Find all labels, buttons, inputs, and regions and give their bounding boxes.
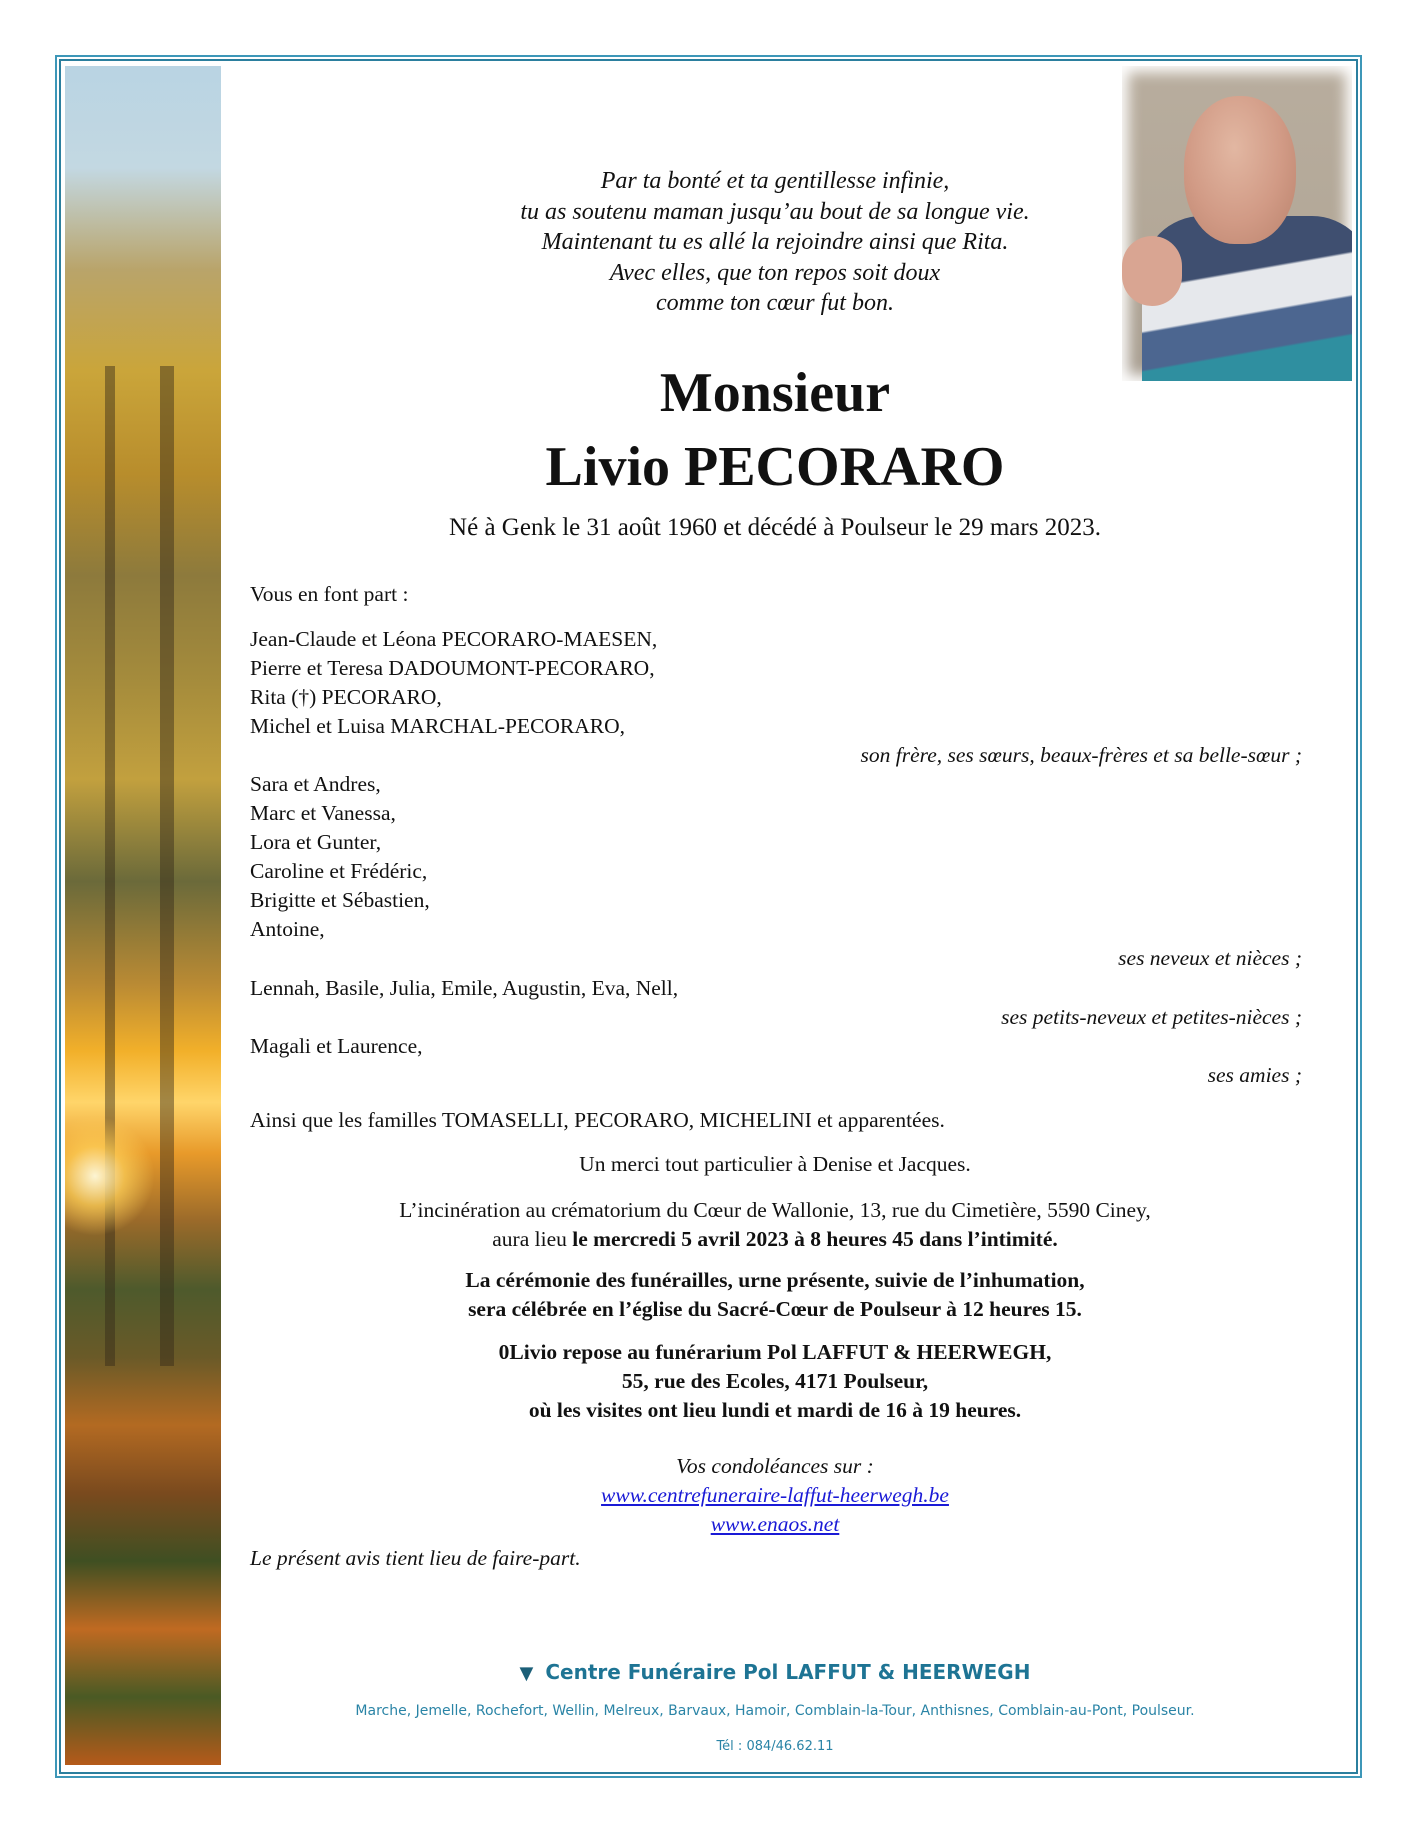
announcement-intro: [250, 580, 1302, 609]
family-name: Caroline et Frédéric,: [250, 859, 428, 883]
family-relation: ses neveux et nièces ;: [1118, 946, 1302, 970]
family-name: Jean-Claude et Léona PECORARO-MAESEN,: [250, 627, 658, 651]
family-name: Marc et Vanessa,: [250, 801, 396, 825]
family-group-friends: [250, 1032, 1302, 1090]
family-name: Antoine,: [250, 917, 325, 941]
poem-line: Avec elles, que ton repos soit doux: [609, 259, 941, 286]
poem: [240, 166, 1310, 319]
cremation-line-1: L’incinération au crématorium du Cœur de Wallonie, 13, rue du Cimetière, 5590 Ciney,: [399, 1198, 1151, 1222]
cremation-prefix: aura lieu: [492, 1227, 573, 1251]
poem-line: Par ta bonté et ta gentillesse infinie,: [600, 168, 950, 194]
cremation-line-2: [240, 1225, 1310, 1254]
viewing-line: 0Livio repose au funérarium Pol LAFFUT & HEERWEGH,: [498, 1340, 1052, 1364]
family-name: Lora et Gunter,: [250, 830, 382, 854]
family-name: Sara et Andres,: [250, 772, 381, 796]
footer-title: [240, 1660, 1310, 1684]
thanks-line: Un merci tout particulier à Denise et Jacques.: [579, 1152, 971, 1176]
ceremony-info: [240, 1266, 1310, 1324]
notice: [250, 1544, 1302, 1573]
intro-text: Vous en font part :: [250, 582, 409, 606]
sunlight: [65, 1116, 155, 1236]
family-relation: ses amies ;: [1207, 1063, 1302, 1087]
viewing-info: [240, 1338, 1310, 1425]
footer-title-text: Centre Funéraire Pol LAFFUT & HEERWEGH: [545, 1660, 1031, 1684]
poem-line: tu as soutenu maman jusqu’au bout de sa longue vie.: [520, 198, 1030, 225]
tree-trunk: [160, 366, 174, 1366]
family-group-nephews: [250, 770, 1302, 973]
family-group-siblings: [250, 625, 1302, 770]
family-relation: ses petits-neveux et petites-nièces ;: [1001, 1005, 1302, 1029]
condolences-link-enaos[interactable]: www.enaos.net: [710, 1512, 840, 1536]
poem-line: Maintenant tu es allé la rejoindre ainsi que Rita.: [541, 229, 1009, 255]
deceased-title: [240, 356, 1310, 504]
poem-line: comme ton cœur fut bon.: [656, 290, 894, 316]
notice-text: Le présent avis tient lieu de faire-part.: [250, 1546, 581, 1570]
condolences-link-laffut[interactable]: www.centrefuneraire-laffut-heerwegh.be: [601, 1483, 949, 1507]
families-line: [250, 1106, 1302, 1135]
autumn-forest-image: [65, 66, 221, 1765]
family-name: Brigitte et Sébastien,: [250, 888, 430, 912]
condolences: [240, 1452, 1310, 1539]
family-name: Michel et Luisa MARCHAL-PECORARO,: [250, 714, 626, 738]
ceremony-line: La cérémonie des funérailles, urne présente, suivie de l’inhumation,: [465, 1268, 1085, 1292]
footer-towns: Marche, Jemelle, Rochefort, Wellin, Melreux, Barvaux, Hamoir, Comblain-la-Tour, Anthisnes, Comblain-au-Pont, Poulseur.: [355, 1703, 1195, 1719]
birth-death-dates: Né à Genk le 31 août 1960 et décédé à Poulseur le 29 mars 2023.: [449, 514, 1101, 541]
families-text: Ainsi que les familles TOMASELLI, PECORARO, MICHELINI et apparentées.: [250, 1108, 945, 1132]
ceremony-line: sera célébrée en l’église du Sacré-Cœur de Poulseur à 12 heures 15.: [468, 1297, 1082, 1321]
family-name: Pierre et Teresa DADOUMONT-PECORARO,: [250, 656, 655, 680]
honorific: Monsieur: [659, 362, 891, 424]
family-name: Magali et Laurence,: [250, 1034, 423, 1058]
family-relation: son frère, ses sœurs, beaux-frères et sa belle-sœur ;: [860, 743, 1302, 767]
family-group-grandnephews: [250, 974, 1302, 1032]
cremation-info: [240, 1196, 1310, 1254]
deceased-name: Livio PECORARO: [545, 436, 1005, 498]
condolences-label: Vos condoléances sur :: [676, 1454, 874, 1478]
triangle-down-icon: ▼: [519, 1663, 534, 1684]
family-name: Rita (†) PECORARO,: [250, 685, 442, 709]
viewing-line: où les visites ont lieu lundi et mardi de 16 à 19 heures.: [528, 1398, 1022, 1422]
family-name: Lennah, Basile, Julia, Emile, Augustin, Eva, Nell,: [250, 976, 679, 1000]
cremation-date: le mercredi 5 avril 2023 à 8 heures 45 dans l’intimité.: [572, 1227, 1058, 1251]
viewing-line: 55, rue des Ecoles, 4171 Poulseur,: [621, 1369, 929, 1393]
footer-phone: Tél : 084/46.62.11: [716, 1739, 834, 1754]
